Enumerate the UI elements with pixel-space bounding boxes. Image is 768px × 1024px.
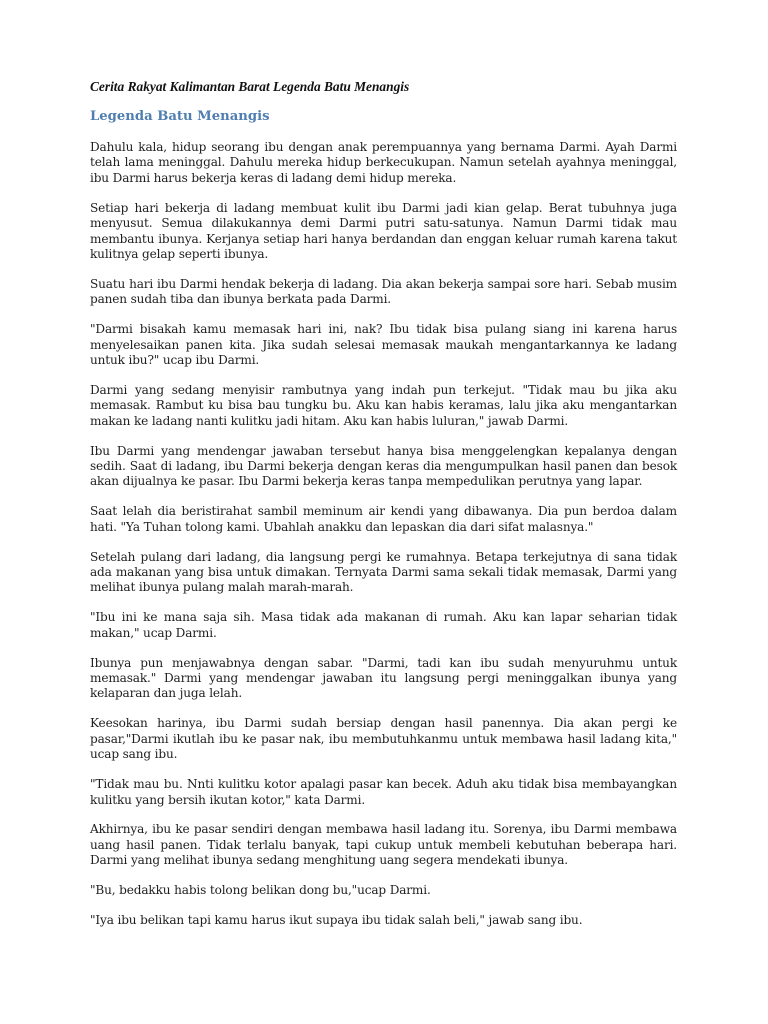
paragraph-7: Saat lelah dia beristirahat sambil meminum air kendi yang dibawanya. Dia pun berdoa dalam hati. "Ya Tuhan tolong kami. Ubahlah anakku dan lepaskan dia dari sifat malasnya.": [90, 504, 677, 534]
paragraph-8: Setelah pulang dari ladang, dia langsung pergi ke rumahnya. Betapa terkejutnya di sana tidak ada makanan yang bisa untuk dimakan. Ternyata Darmi sama sekali tidak memasak, Darmi yang melihat ibunya pulang malah marah-marah.: [90, 549, 677, 595]
paragraph-11: Keesokan harinya, ibu Darmi sudah bersiap dengan hasil panennya. Dia akan pergi ke pasar,"Darmi ikutlah ibu ke pasar nak, ibu membutuhkanmu untuk membawa hasil ladang kita," ucap sang ibu.: [90, 716, 677, 762]
paragraph-14: "Bu, bedakku habis tolong belikan dong bu,"ucap Darmi.: [90, 883, 431, 898]
document-title: Cerita Rakyat Kalimantan Barat Legenda Batu Menangis: [90, 79, 410, 94]
paragraph-5: Darmi yang sedang menyisir rambutnya yang indah pun terkejut. "Tidak mau bu jika aku memasak. Rambut ku bisa bau tungku bu. Aku kan habis keramas, lalu jika aku mengantarkan makan ke ladang nanti kulitku jadi hitam. Aku kan habis luluran," jawab Darmi.: [90, 382, 677, 428]
paragraph-2: Setiap hari bekerja di ladang membuat kulit ibu Darmi jadi kian gelap. Berat tubuhnya juga menyusut. Semua dilakukannya demi Darmi putri satu-satunya. Namun Darmi tidak mau membantu ibunya. Kerjanya setiap hari hanya berdandan dan enggan keluar rumah karena takut kulitnya gelap seperti ibunya.: [90, 200, 677, 261]
paragraph-10: Ibunya pun menjawabnya dengan sabar. "Darmi, tadi kan ibu sudah menyuruhmu untuk memasak." Darmi yang mendengar jawaban itu langsung pergi meninggalkan ibunya yang kelaparan dan juga lelah.: [90, 655, 677, 701]
paragraph-1: Dahulu kala, hidup seorang ibu dengan anak perempuannya yang bernama Darmi. Ayah Darmi telah lama meninggal. Dahulu mereka hidup berkecukupan. Namun setelah ayahnya meninggal, ibu Darmi harus bekerja keras di ladang demi hidup mereka.: [90, 140, 677, 185]
paragraph-4: "Darmi bisakah kamu memasak hari ini, nak? Ibu tidak bisa pulang siang ini karena harus menyelesaikan panen kita. Jika sudah selesai memasak maukah mengantarkannya ke ladang untuk ibu?" ucap ibu Darmi.: [90, 322, 677, 367]
paragraph-13: Akhirnya, ibu ke pasar sendiri dengan membawa hasil ladang itu. Sorenya, ibu Darmi membawa uang hasil panen. Tidak terlalu banyak, tapi cukup untuk membeli kebutuhan beberapa hari. Darmi yang melihat ibunya sedang menghitung uang segera mendekati ibunya.: [90, 822, 677, 868]
paragraph-15: "Iya ibu belikan tapi kamu harus ikut supaya ibu tidak salah beli," jawab sang ibu.: [90, 913, 583, 928]
story-heading: Legenda Batu Menangis: [90, 109, 270, 124]
paragraph-3: Suatu hari ibu Darmi hendak bekerja di ladang. Dia akan bekerja sampai sore hari. Sebab musim panen sudah tiba dan ibunya berkata pada Darmi.: [90, 276, 677, 307]
document-body: [90, 78, 677, 943]
paragraph-9: "Ibu ini ke mana saja sih. Masa tidak ada makanan di rumah. Aku kan lapar seharian tidak makan," ucap Darmi.: [90, 610, 677, 640]
paragraph-6: Ibu Darmi yang mendengar jawaban tersebut hanya bisa menggelengkan kepalanya dengan sedih. Saat di ladang, ibu Darmi bekerja dengan keras dia mengumpulkan hasil panen dan besok akan dijualnya ke pasar. Ibu Darmi bekerja keras tanpa mempedulikan perutnya yang lapar.: [90, 443, 677, 489]
paragraph-12: "Tidak mau bu. Nnti kulitku kotor apalagi pasar kan becek. Aduh aku tidak bisa membayangkan kulitku yang bersih ikutan kotor," kata Darmi.: [90, 777, 677, 807]
